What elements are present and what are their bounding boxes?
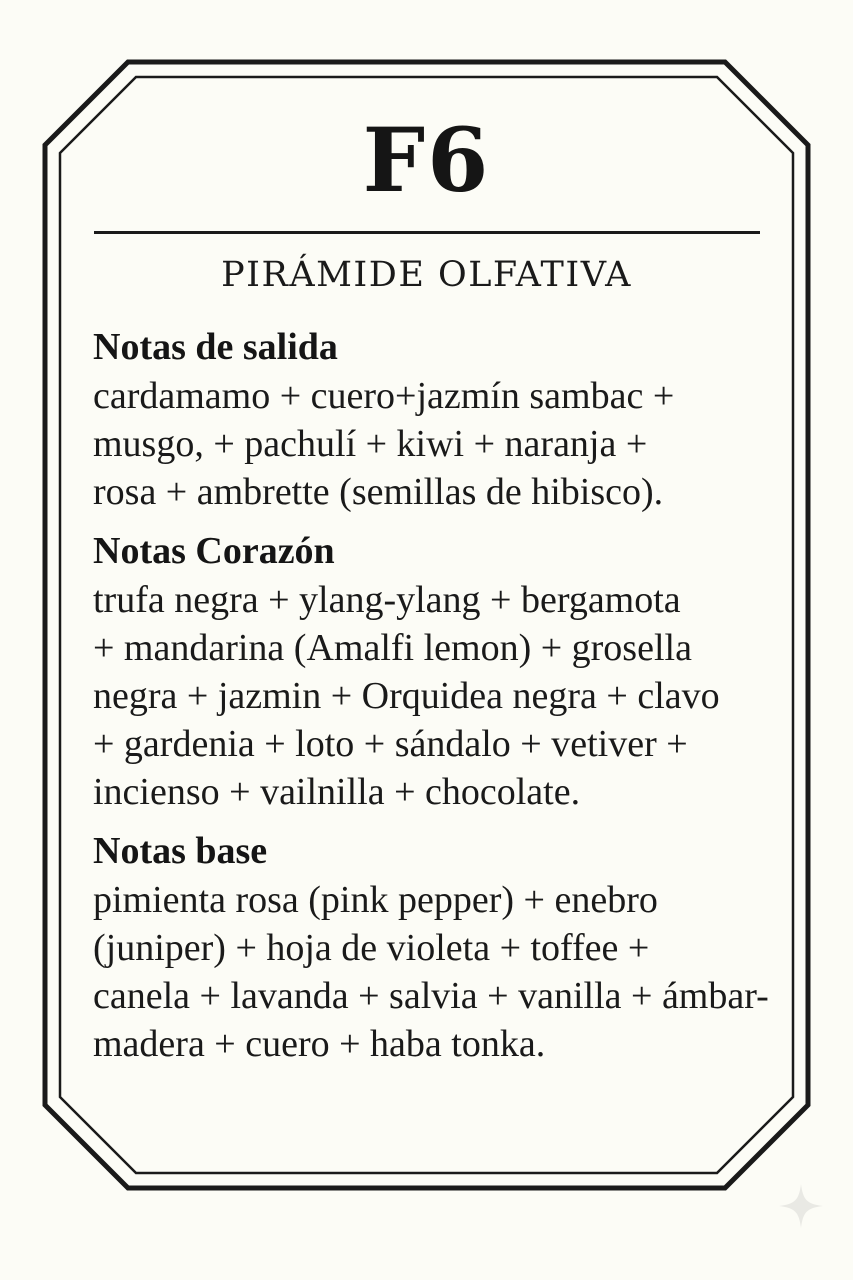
section-heading: Notas base — [93, 830, 268, 872]
section-body: cardamamo + cuero+jazmín sambac + musgo, + pachulí + kiwi + naranja + rosa + ambrette (semillas de hibisco). — [93, 375, 675, 513]
section-heart-notes — [93, 526, 773, 816]
section-base-notes — [93, 826, 773, 1068]
card-subtitle: PIRÁMIDE OLFATIVA — [221, 255, 632, 295]
section-top-notes — [93, 322, 773, 516]
sparkle-icon — [777, 1182, 825, 1230]
section-heading: Notas Corazón — [93, 530, 335, 572]
section-body: trufa negra + ylang-ylang + bergamota + mandarina (Amalfi lemon) + grosella negra + jazmin + Orquidea negra + clavo + gardenia + loto + sándalo + vetiver + incienso + vailnilla + chocolate. — [93, 579, 720, 813]
title-divider — [94, 231, 760, 234]
section-body: pimienta rosa (pink pepper) + enebro (juniper) + hoja de violeta + toffee + canela + lavanda + salvia + vanilla + ámbar- madera + cuero + haba tonka. — [93, 879, 769, 1065]
section-heading: Notas de salida — [93, 326, 338, 368]
card-title: F6 — [362, 108, 491, 212]
notes-content — [93, 322, 773, 1078]
